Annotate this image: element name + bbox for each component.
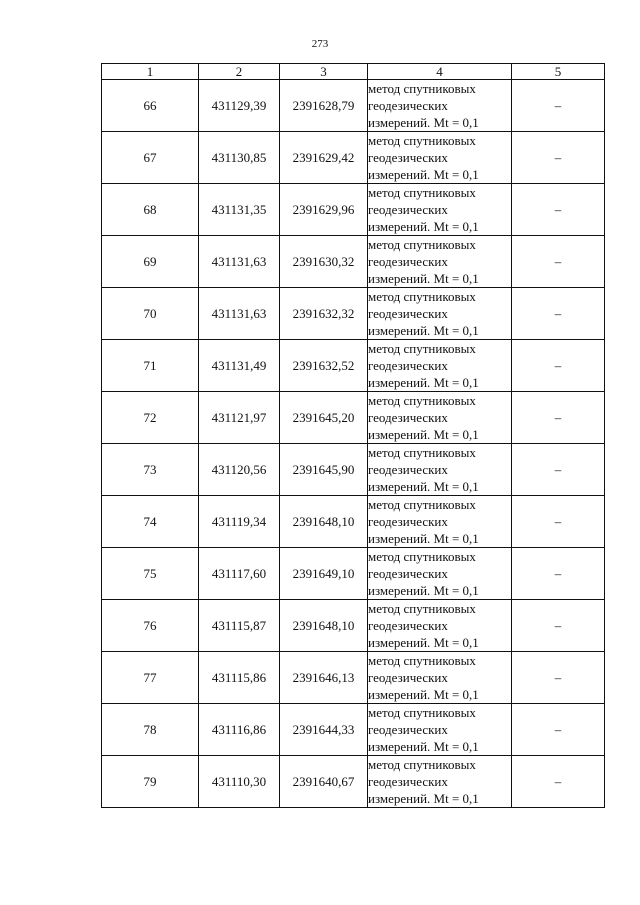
method-line: метод спутниковых xyxy=(368,289,476,304)
method-line: геодезических xyxy=(368,618,448,633)
x-coordinate-cell: 431110,30 xyxy=(199,756,280,808)
x-coordinate-cell: 431129,39 xyxy=(199,80,280,132)
method-line: геодезических xyxy=(368,306,448,321)
header-col-1: 1 xyxy=(102,64,199,80)
method-line: метод спутниковых xyxy=(368,185,476,200)
header-col-3: 3 xyxy=(280,64,368,80)
y-coordinate-cell: 2391628,79 xyxy=(280,80,368,132)
method-cell xyxy=(368,652,512,704)
note-cell: – xyxy=(512,548,605,600)
table-row xyxy=(102,756,605,808)
note-cell: – xyxy=(512,340,605,392)
x-coordinate-cell: 431130,85 xyxy=(199,132,280,184)
header-col-4: 4 xyxy=(368,64,512,80)
point-number-cell: 73 xyxy=(102,444,199,496)
table-row xyxy=(102,496,605,548)
point-number-cell: 77 xyxy=(102,652,199,704)
method-line: метод спутниковых xyxy=(368,705,476,720)
method-line: измерений. Mt = 0,1 xyxy=(368,271,479,286)
table-row xyxy=(102,392,605,444)
table-row xyxy=(102,236,605,288)
note-cell: – xyxy=(512,184,605,236)
method-cell xyxy=(368,392,512,444)
method-line: геодезических xyxy=(368,358,448,373)
method-line: метод спутниковых xyxy=(368,497,476,512)
method-cell xyxy=(368,80,512,132)
x-coordinate-cell: 431116,86 xyxy=(199,704,280,756)
method-line: метод спутниковых xyxy=(368,81,476,96)
header-col-5: 5 xyxy=(512,64,605,80)
method-line: метод спутниковых xyxy=(368,237,476,252)
point-number-cell: 70 xyxy=(102,288,199,340)
method-line: метод спутниковых xyxy=(368,601,476,616)
method-cell xyxy=(368,548,512,600)
method-line: измерений. Mt = 0,1 xyxy=(368,583,479,598)
point-number-cell: 71 xyxy=(102,340,199,392)
method-cell xyxy=(368,756,512,808)
method-cell xyxy=(368,600,512,652)
table-header-row xyxy=(102,64,605,80)
method-cell xyxy=(368,340,512,392)
point-number-cell: 66 xyxy=(102,80,199,132)
table-row xyxy=(102,548,605,600)
y-coordinate-cell: 2391632,32 xyxy=(280,288,368,340)
method-line: измерений. Mt = 0,1 xyxy=(368,791,479,806)
x-coordinate-cell: 431120,56 xyxy=(199,444,280,496)
note-cell: – xyxy=(512,756,605,808)
x-coordinate-cell: 431115,87 xyxy=(199,600,280,652)
method-cell xyxy=(368,444,512,496)
method-line: измерений. Mt = 0,1 xyxy=(368,635,479,650)
y-coordinate-cell: 2391645,20 xyxy=(280,392,368,444)
y-coordinate-cell: 2391630,32 xyxy=(280,236,368,288)
method-line: геодезических xyxy=(368,774,448,789)
table-row xyxy=(102,652,605,704)
method-line: геодезических xyxy=(368,462,448,477)
x-coordinate-cell: 431117,60 xyxy=(199,548,280,600)
point-number-cell: 68 xyxy=(102,184,199,236)
point-number-cell: 74 xyxy=(102,496,199,548)
note-cell: – xyxy=(512,704,605,756)
table-row xyxy=(102,288,605,340)
table-body xyxy=(102,80,605,808)
y-coordinate-cell: 2391648,10 xyxy=(280,496,368,548)
method-line: геодезических xyxy=(368,98,448,113)
point-number-cell: 67 xyxy=(102,132,199,184)
table-row xyxy=(102,444,605,496)
x-coordinate-cell: 431121,97 xyxy=(199,392,280,444)
method-line: метод спутниковых xyxy=(368,653,476,668)
note-cell: – xyxy=(512,288,605,340)
method-cell xyxy=(368,236,512,288)
point-number-cell: 79 xyxy=(102,756,199,808)
method-line: измерений. Mt = 0,1 xyxy=(368,323,479,338)
method-line: измерений. Mt = 0,1 xyxy=(368,479,479,494)
point-number-cell: 76 xyxy=(102,600,199,652)
method-line: метод спутниковых xyxy=(368,133,476,148)
method-cell xyxy=(368,132,512,184)
page-number: 273 xyxy=(311,38,329,50)
method-line: измерений. Mt = 0,1 xyxy=(368,375,479,390)
method-line: измерений. Mt = 0,1 xyxy=(368,427,479,442)
table-row xyxy=(102,704,605,756)
method-line: геодезических xyxy=(368,202,448,217)
note-cell: – xyxy=(512,496,605,548)
method-line: измерений. Mt = 0,1 xyxy=(368,739,479,754)
point-number-cell: 72 xyxy=(102,392,199,444)
method-line: измерений. Mt = 0,1 xyxy=(368,167,479,182)
point-number-cell: 75 xyxy=(102,548,199,600)
method-line: геодезических xyxy=(368,150,448,165)
y-coordinate-cell: 2391629,96 xyxy=(280,184,368,236)
method-line: геодезических xyxy=(368,410,448,425)
table-row xyxy=(102,340,605,392)
note-cell: – xyxy=(512,132,605,184)
note-cell: – xyxy=(512,600,605,652)
coordinates-table xyxy=(101,63,605,808)
header-col-2: 2 xyxy=(199,64,280,80)
y-coordinate-cell: 2391632,52 xyxy=(280,340,368,392)
y-coordinate-cell: 2391649,10 xyxy=(280,548,368,600)
method-line: метод спутниковых xyxy=(368,341,476,356)
x-coordinate-cell: 431131,63 xyxy=(199,236,280,288)
x-coordinate-cell: 431115,86 xyxy=(199,652,280,704)
method-line: геодезических xyxy=(368,254,448,269)
method-cell xyxy=(368,496,512,548)
method-line: метод спутниковых xyxy=(368,757,476,772)
method-line: метод спутниковых xyxy=(368,445,476,460)
note-cell: – xyxy=(512,236,605,288)
method-line: геодезических xyxy=(368,514,448,529)
x-coordinate-cell: 431119,34 xyxy=(199,496,280,548)
method-line: измерений. Mt = 0,1 xyxy=(368,219,479,234)
y-coordinate-cell: 2391629,42 xyxy=(280,132,368,184)
point-number-cell: 78 xyxy=(102,704,199,756)
method-line: метод спутниковых xyxy=(368,549,476,564)
y-coordinate-cell: 2391644,33 xyxy=(280,704,368,756)
y-coordinate-cell: 2391645,90 xyxy=(280,444,368,496)
method-cell xyxy=(368,704,512,756)
method-line: метод спутниковых xyxy=(368,393,476,408)
method-line: измерений. Mt = 0,1 xyxy=(368,115,479,130)
method-line: измерений. Mt = 0,1 xyxy=(368,531,479,546)
y-coordinate-cell: 2391646,13 xyxy=(280,652,368,704)
point-number-cell: 69 xyxy=(102,236,199,288)
note-cell: – xyxy=(512,392,605,444)
y-coordinate-cell: 2391648,10 xyxy=(280,600,368,652)
method-line: геодезических xyxy=(368,670,448,685)
x-coordinate-cell: 431131,35 xyxy=(199,184,280,236)
note-cell: – xyxy=(512,652,605,704)
note-cell: – xyxy=(512,80,605,132)
x-coordinate-cell: 431131,49 xyxy=(199,340,280,392)
y-coordinate-cell: 2391640,67 xyxy=(280,756,368,808)
method-line: измерений. Mt = 0,1 xyxy=(368,687,479,702)
table-row xyxy=(102,600,605,652)
table-row xyxy=(102,80,605,132)
table-row xyxy=(102,184,605,236)
method-line: геодезических xyxy=(368,566,448,581)
note-cell: – xyxy=(512,444,605,496)
method-line: геодезических xyxy=(368,722,448,737)
x-coordinate-cell: 431131,63 xyxy=(199,288,280,340)
table-row xyxy=(102,132,605,184)
method-cell xyxy=(368,184,512,236)
method-cell xyxy=(368,288,512,340)
